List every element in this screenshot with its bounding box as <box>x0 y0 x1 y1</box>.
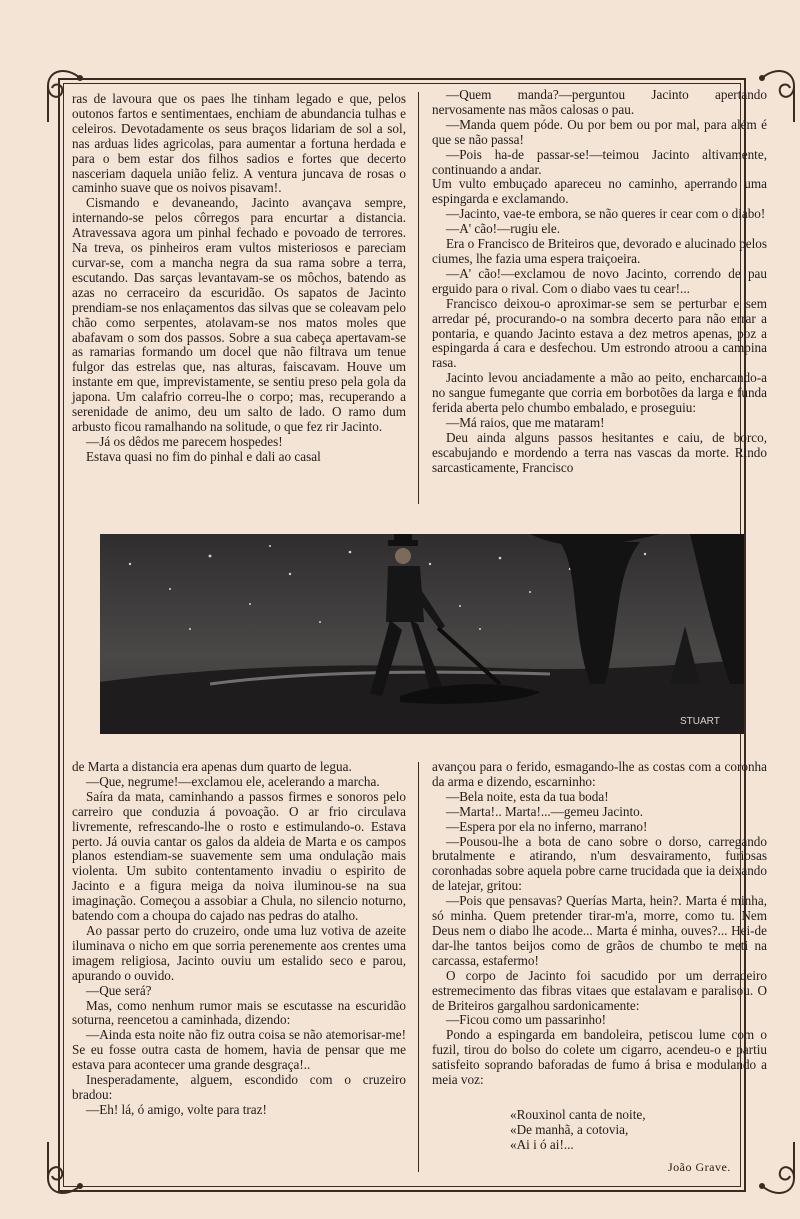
paragraph: —Espera por ela no inferno, marrano! <box>446 818 648 834</box>
verse-line: «De manhã, a cotovia, <box>510 1122 629 1137</box>
text-column-bottom-right <box>432 760 767 1088</box>
paragraph: Deu ainda alguns passos hesitantes e caiu, de borco, escabujando e mordendo a terra nas vascas da morte. Rindo sarcasticamente, Francisco <box>432 429 767 475</box>
paragraph: —Já os dêdos me parecem hospedes! <box>86 433 283 449</box>
song-verse <box>510 1107 646 1152</box>
column-divider <box>418 762 419 1172</box>
paragraph: Cismando e devaneando, Jacinto avançava sempre, internando-se pelos côrregos para encurtar a distancia. Atravessava agora um pinhal fechado e povoado de terrores. Na treva, os pinheiros eram vultos misteriosos e pareciam curvar-se, com a mancha negra da sua rama sobre a terra, escutando. Das sarças levantavam-se os môchos, batendo as azas no cerraceiro da escuridão. Os sapatos de Jacinto prendiam-se nos enlaçamentos das silvas que se coleavam pelo chão como serpentes, atolavam-se nos matos moles que abafavam o som dos passos. Sobre a sua cabeça apertavam-se as ramarias formando um docel que não filtrava um tenue fulgor das estrelas que, nas alturas, faiscavam. Houve um instante em que, imprevistamente, se sentiu preso pela gola da japona. Um calafrio correu-lhe o corpo; mas, recuperando a serenidade de animo, deu um salto de lado. O ramo dum arbusto ficou ramalhando na solitude, o que fez rir Jacinto. <box>72 195 406 434</box>
verse-line: «Rouxinol canta de noite, <box>510 1107 646 1122</box>
paragraph: —Pousou-lhe a bota de cano sobre o dorso, carregando brutalmente e atirando, n'um desvairamento, furiosas coronhadas sobre aquela pobre carne trucidada que ia deixando de latejar, gritou: <box>432 833 767 894</box>
paragraph: —A' cão!—rugiu ele. <box>446 221 561 237</box>
paragraph: —Quem manda?—perguntou Jacinto apertando nervosamente nas mãos calosas o pau. <box>432 87 767 117</box>
paragraph: Estava quasi no fim do pinhal e dali ao casal <box>86 448 321 464</box>
author-signature: João Grave. <box>668 1160 731 1174</box>
paragraph: —Má raios, que me mataram! <box>446 414 605 430</box>
paragraph: —Eh! lá, ó amigo, volte para traz! <box>86 1101 267 1117</box>
artist-signature: STUART <box>680 716 720 727</box>
paragraph: Francisco deixou-o aproximar-se sem se perturbar e sem arredar pé, procurando-o na sombra decerto para não errar a pontaria, e quando Jacinto estava a dez metros apenas, poz a espingarda á cara e desfechou. Um estrondo atroou a campina rasa. <box>432 295 767 371</box>
paragraph: —A' cão!—exclamou de novo Jacinto, correndo de pau erguido para o rival. Com o diabo vaes tu cear!... <box>432 265 767 296</box>
paragraph: Jacinto levou anciadamente a mão ao peito, encharcando-a no sangue fumegante que corria em borbotões da larga e funda ferida aberta pelo chumbo embalado, e proseguiu: <box>432 370 767 416</box>
verse-line: «Ai i ó ai!... <box>510 1137 574 1152</box>
paragraph: —Ainda esta noite não fiz outra coisa se não atemorisar-me! Se eu fosse outra casta de homem, havia de pensar que me estava para acontecer uma grande desgraça!.. <box>72 1027 406 1073</box>
paragraph: Inesperadamente, alguem, escondido com o cruzeiro bradou: <box>72 1072 406 1102</box>
paragraph: O corpo de Jacinto foi sacudido por um derradeiro estremecimento das fibras vitaes que estalavam e paralisou. O de Briteiros gargalhou sardonicamente: <box>432 967 767 1013</box>
paragraph: Era o Francisco de Briteiros que, devorado e alucinado pelos ciumes, lhe fazia uma espera traiçoeira. <box>432 236 767 266</box>
column-divider <box>418 92 419 504</box>
paragraph: —Marta!.. Marta!...—gemeu Jacinto. <box>446 803 644 819</box>
paragraph: Mas, como nenhum rumor mais se escutasse na escuridão soturna, reencetou a caminhada, dizendo: <box>72 997 406 1028</box>
paragraph: Pondo a espingarda em bandoleira, petiscou lume com o fuzil, tirou do bolso do colete um cigarro, acendeu-o e partiu satisfeito soprando baforadas de fumo á brisa e modulando a meia voz: <box>432 1027 767 1088</box>
corner-ornament-bottom-left <box>40 1140 86 1200</box>
text-column-bottom-left <box>72 760 406 1118</box>
paragraph: Um vulto embuçado apareceu no caminho, aperrando uma espingarda e exclamando. <box>432 176 767 207</box>
story-illustration <box>100 534 744 734</box>
paragraph: —Jacinto, vae-te embora, se não queres ir cear com o diabo! <box>446 206 766 222</box>
paragraph: ras de lavoura que os paes lhe tinham legado e que, pelos outonos fartos e sentimentaes, enchiam de abundancia tulhas e celeiros. Devotadamente os seus braços lidariam de sol a sol, nas arduas lides agricolas, para aumentar a fortuna herdada e para o bem estar dos filhos sadios e fortes que decerto nasceriam daquela união feliz. A ventura juncava de rosas o caminho suave que os noivos pisavam!. <box>72 91 406 196</box>
text-column-top-right <box>432 88 767 476</box>
corner-ornament-bottom-right <box>756 1140 800 1200</box>
paragraph: Saíra da mata, caminhando a passos firmes e sonoros pelo carreiro que conduzia á povoação. O ar frio circulava livremente, refrescando-lhe o rosto e estimulando-o. Estava perto. Já ouvia cantar os galos da aldeia de Marta e os campos planos estendiam-se suavemente sem uma ondulação mais violenta. Um subito contentamento invadiu o espirito de Jacinto e a figura meiga da noiva iluminou-se na sua imaginação. Começou a assobiar a Chula, no silencio noturno, batendo com a choupa do cajado nas pedras do atalho. <box>72 788 406 924</box>
paragraph: avançou para o ferido, esmagando-lhe as costas com a coronha da arma e dizendo, escarninho: <box>432 759 767 789</box>
paragraph: —Manda quem póde. Ou por bem ou por mal, para além é que se não passa! <box>432 116 767 147</box>
paragraph: —Que, negrume!—exclamou ele, acelerando a marcha. <box>86 773 380 789</box>
paragraph: de Marta a distancia era apenas dum quarto de legua. <box>72 759 352 774</box>
paragraph: —Ficou como um passarinho! <box>446 1012 607 1028</box>
text-column-top-left <box>72 92 406 465</box>
paragraph: Ao passar perto do cruzeiro, onde uma luz votiva de azeite iluminava o nicho em que sorria perenemente aos crentes uma imagem religiosa, Jacinto ouviu um estalido seco e parou, apurando o ouvido. <box>72 922 406 983</box>
paragraph: —Pois que pensavas? Querías Marta, hein?. Marta é minha, só minha. Quem pretender tirar-m'a, morre, como tu. Nem Deus nem o diabo lhe acode... Marta é minha, ouves?... Hei-de dar-lhe tantos beijos como de grãos de chumbo te meti na carcassa, estafermo! <box>432 893 767 968</box>
paragraph: —Que será? <box>86 982 152 998</box>
paragraph: —Bela noite, esta da tua boda! <box>446 788 609 804</box>
paragraph: —Pois ha-de passar-se!—teimou Jacinto altivamente, continuando a andar. <box>432 146 767 177</box>
